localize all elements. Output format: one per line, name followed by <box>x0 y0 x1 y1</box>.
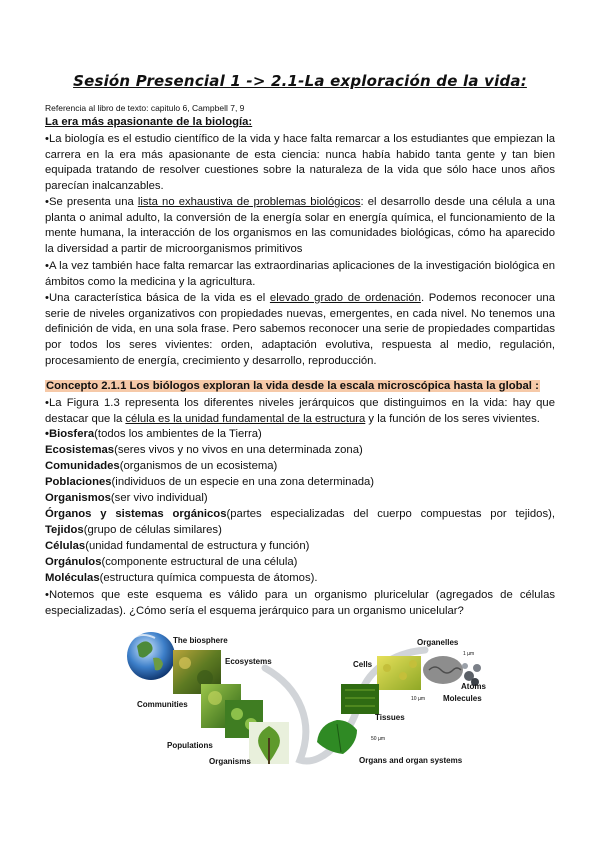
problems-list-link: lista no exhaustiva de problemas biológicos <box>137 196 361 208</box>
section1-paragraph-2: •Se presenta una lista no exhaustiva de problemas biológicos: el desarrollo desde una célula a una planta o animal adulto, la conversión de la energía solar en energía química, el funcionamiento de la mente humana, la interacción de los organismos en las comunidades biológicas, cómo ha aparecido la diversidad a partir de microorganismos primitivos <box>45 196 555 256</box>
textbook-reference: Referencia al libro de texto: capitulo 6, Campbell 7, 9 <box>45 103 245 113</box>
tissues-image <box>341 684 379 714</box>
level-communities: Comunidades(organismos de un ecosistema) <box>45 460 278 472</box>
label-biosphere: The biosphere <box>173 636 228 645</box>
label-organelles: Organelles <box>417 638 459 647</box>
level-organelles: Orgánulos(componente estructural de una célula) <box>45 556 298 568</box>
section1-paragraph-1: •La biología es el estudio científico de la vida y hace falta remarcar a los estudiantes que empiezan la carrera en la era más apasionante de esta ciencia: nunca había habido tanta gente y tan bien equipada tratando de resolver cuestiones sobre la naturaleza de la vida que sólo hace unos años parecían inalcanzables. <box>45 133 555 193</box>
level-organisms: Organismos(ser vivo individual) <box>45 492 208 504</box>
section1-paragraph-3: •A la vez también hace falta remarcar las extraordinarias aplicaciones de la investigación biológica en ámbitos como la medicina y la agricultura. <box>45 260 555 288</box>
label-organs: Organs and organ systems <box>359 756 463 765</box>
label-populations: Populations <box>167 741 213 750</box>
scale-10um: 10 µm <box>411 696 425 702</box>
label-ecosystems: Ecosystems <box>225 657 272 666</box>
level-organs: Órganos y sistemas orgánicos(partes especializadas del cuerpo compuestas por tejidos), <box>45 508 555 520</box>
level-ecosystems: Ecosistemas(seres vivos y no vivos en una determinada zona) <box>45 444 363 456</box>
hierarchy-figure <box>125 628 505 770</box>
level-tissues: Tejidos(grupo de células similares) <box>45 524 222 536</box>
biosphere-image <box>127 632 175 680</box>
section1-heading: La era más apasionante de la biología: <box>45 116 253 128</box>
label-communities: Communities <box>137 700 188 709</box>
section2-heading: Concepto 2.1.1 Los biólogos exploran la vida desde la escala microscópica hasta la global : <box>46 380 539 392</box>
section2-intro: •La Figura 1.3 representa los diferentes niveles jerárquicos que distinguimos en la vida: hay que destacar que la célula es la unidad fundamental de la estructura y la función de los seres vivientes. <box>45 397 555 425</box>
label-tissues: Tissues <box>375 713 405 722</box>
scale-1um: 1 µm <box>463 651 475 657</box>
label-organisms: Organisms <box>209 757 251 766</box>
section2-closing: •Notemos que este esquema es válido para un organismo pluricelular (agregados de células especializadas). ¿Cómo sería el esquema jerárquico para un organismo unicelular? <box>45 589 555 617</box>
level-molecules: Moléculas(estructura química compuesta de átomos). <box>45 572 318 584</box>
page-title: Sesión Presencial 1 -> 2.1-La exploración de la vida: <box>73 72 527 90</box>
label-molecules: Molecules <box>443 694 482 703</box>
label-cells: Cells <box>353 660 373 669</box>
scale-50um: 50 µm <box>371 736 385 742</box>
section1-paragraph-4: •Una característica básica de la vida es el elevado grado de ordenación. Podemos reconocer una serie de niveles organizativos con propiedades nuevas, emergentes, en cada nivel. No tenemos una definición de vida, en una sola frase. Pero sabemos reconocer una serie de propiedades compartidas por todos los seres vivientes: orden, adaptación evolutiva, respuesta al medio, regulación, procesamiento de energía, crecimiento y desarrollo, reproducción. <box>45 292 555 367</box>
label-atoms: Atoms <box>461 682 486 691</box>
cell-unit-link: célula es la unidad fundamental de la estructura <box>125 412 366 425</box>
order-degree-link: elevado grado de ordenación <box>269 292 421 304</box>
level-populations: Poblaciones(individuos de un especie en una zona determinada) <box>45 476 375 488</box>
level-biosphere: •Biosfera(todos los ambientes de la Tierra) <box>45 428 262 440</box>
level-cells: Células(unidad fundamental de estructura y función) <box>45 540 310 552</box>
